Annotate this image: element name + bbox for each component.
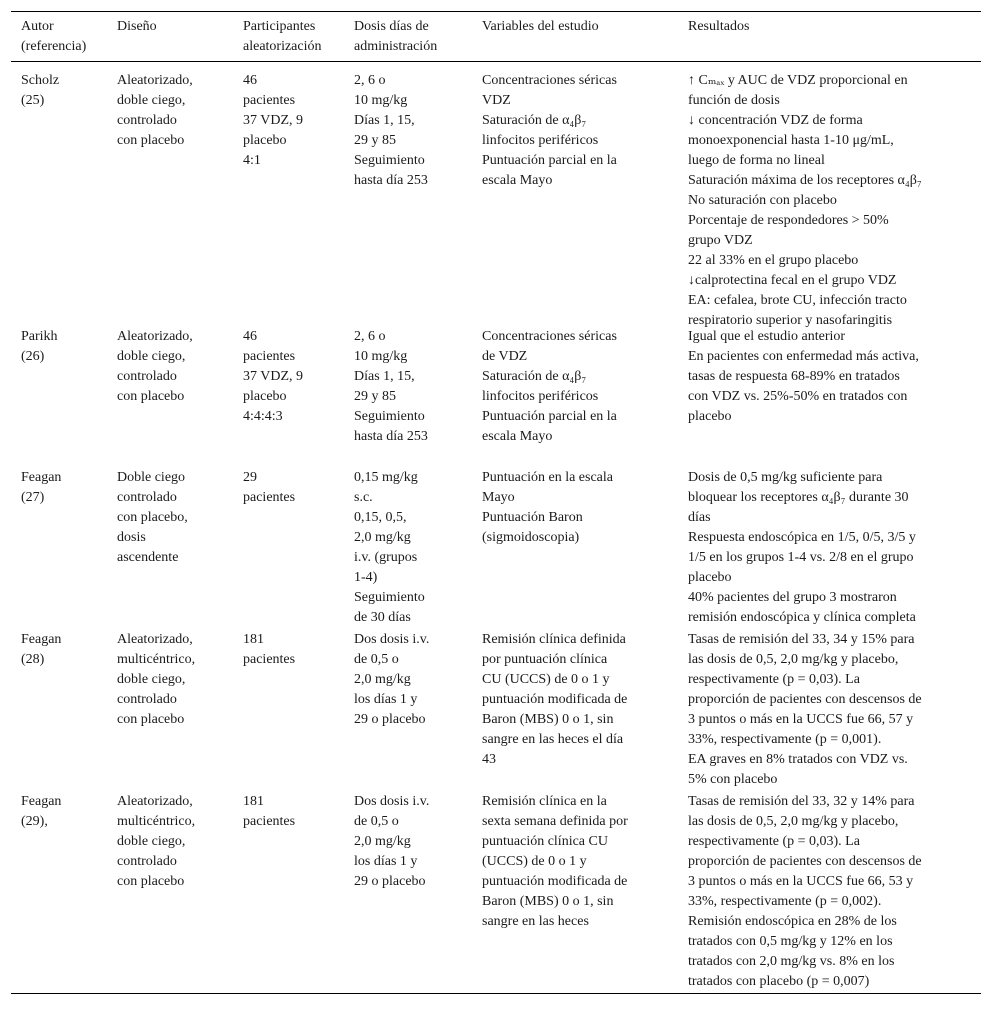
cell-line: 29 y 85 <box>354 389 396 404</box>
cell-line: 4:1 <box>243 153 261 168</box>
cell-line: Remisión endoscópica en 28% de los <box>688 914 897 929</box>
cell-line: 46 <box>243 73 257 88</box>
cell-line: controlado <box>117 369 177 384</box>
cell-line: puntuación clínica CU <box>482 834 608 849</box>
cell-line: administración <box>354 39 438 54</box>
cell-line: (sigmoidoscopia) <box>482 530 580 545</box>
cell-line: Dosis días de <box>354 19 429 34</box>
cell-line: Concentraciones séricas <box>482 329 617 344</box>
cell-line: linfocitos periféricos <box>482 389 599 404</box>
cell-line: escala Mayo <box>482 429 553 444</box>
cell-line: Participantes <box>243 19 316 34</box>
cell-line: Aleatorizado, <box>117 329 193 344</box>
cell-line: 2, 6 o <box>354 73 386 88</box>
cell-line: tratados con placebo (p = 0,007) <box>688 974 870 989</box>
cell-line: ↓calprotectina fecal en el grupo VDZ <box>688 273 897 288</box>
cell-line: placebo <box>688 570 732 585</box>
header-variables <box>472 17 678 61</box>
cell-line: EA graves en 8% tratados con VDZ vs. <box>688 752 908 767</box>
cell-line: Saturación de α₄β₇ <box>482 369 587 384</box>
cell-line: Aleatorizado, <box>117 73 193 88</box>
cell-line: Variables del estudio <box>482 19 599 34</box>
cell-variables <box>472 324 678 465</box>
cell-line: Resultados <box>688 19 750 34</box>
cell-line: Puntuación Baron <box>482 510 583 525</box>
cell-results <box>678 789 922 993</box>
cell-line: Puntuación parcial en la <box>482 409 617 424</box>
cell-line: (referencia) <box>21 39 87 54</box>
cell-line: 2, 6 o <box>354 329 386 344</box>
cell-line: (25) <box>21 93 45 108</box>
cell-design <box>107 62 233 324</box>
cell-author <box>11 324 107 465</box>
cell-line: Parikh <box>21 329 58 344</box>
cell-line: con placebo, <box>117 510 188 525</box>
table-row <box>11 465 981 627</box>
cell-line: Remisión clínica en la <box>482 794 607 809</box>
cell-author <box>11 465 107 627</box>
cell-line: multicéntrico, <box>117 814 196 829</box>
cell-line: 43 <box>482 752 496 767</box>
cell-line: 5% con placebo <box>688 772 778 787</box>
cell-line: 3 puntos o más en la UCCS fue 66, 57 y <box>688 712 914 727</box>
cell-line: controlado <box>117 113 177 128</box>
cell-line: con VDZ vs. 25%-50% en tratados con <box>688 389 908 404</box>
cell-line: 29 y 85 <box>354 133 396 148</box>
cell-line: de 0,5 o <box>354 652 399 667</box>
cell-line: 37 VDZ, 9 <box>243 113 304 128</box>
cell-line: i.v. (grupos <box>354 550 418 565</box>
cell-line: función de dosis <box>688 93 780 108</box>
cell-line: 1/5 en los grupos 1-4 vs. 2/8 en el grupo <box>688 550 914 565</box>
cell-dose <box>344 789 472 993</box>
cell-line: puntuación modificada de <box>482 692 628 707</box>
cell-line: hasta día 253 <box>354 429 428 444</box>
cell-line: 29 <box>243 470 257 485</box>
cell-line: bloquear los receptores α₄β₇ durante 30 <box>688 490 909 505</box>
cell-dose <box>344 465 472 627</box>
cell-line: Feagan <box>21 794 62 809</box>
cell-line: 2,0 mg/kg <box>354 530 411 545</box>
cell-participants <box>233 627 344 789</box>
cell-line: 10 mg/kg <box>354 349 408 364</box>
cell-line: Dos dosis i.v. <box>354 632 430 647</box>
cell-line: Puntuación en la escala <box>482 470 614 485</box>
cell-participants <box>233 465 344 627</box>
cell-line: (UCCS) de 0 o 1 y <box>482 854 587 869</box>
cell-variables <box>472 627 678 789</box>
cell-line: sexta semana definida por <box>482 814 628 829</box>
cell-line: s.c. <box>354 490 373 505</box>
cell-dose <box>344 62 472 324</box>
cell-line: Concentraciones séricas <box>482 73 617 88</box>
cell-line: linfocitos periféricos <box>482 133 599 148</box>
cell-line: pacientes <box>243 814 296 829</box>
cell-line: sangre en las heces el día <box>482 732 624 747</box>
cell-author <box>11 62 107 324</box>
cell-line: pacientes <box>243 349 296 364</box>
cell-line: doble ciego, <box>117 93 186 108</box>
cell-line: 33%, respectivamente (p = 0,001). <box>688 732 882 747</box>
cell-line: tratados con 2,0 mg/kg vs. 8% en los <box>688 954 895 969</box>
cell-line: respectivamente (p = 0,03). La <box>688 834 860 849</box>
cell-line: días <box>688 510 711 525</box>
cell-line: grupo VDZ <box>688 233 753 248</box>
cell-participants <box>233 62 344 324</box>
cell-line: Seguimiento <box>354 153 425 168</box>
cell-line: VDZ <box>482 93 511 108</box>
cell-line: Autor <box>21 19 54 34</box>
cell-line: con placebo <box>117 712 185 727</box>
cell-line: placebo <box>688 409 732 424</box>
cell-line: remisión endoscópica y clínica completa <box>688 610 916 625</box>
cell-line: controlado <box>117 490 177 505</box>
cell-results <box>678 465 916 627</box>
cell-line: Doble ciego <box>117 470 186 485</box>
cell-line: pacientes <box>243 490 296 505</box>
cell-line: Días 1, 15, <box>354 113 415 128</box>
cell-line: ↑ Cₘₐₓ y AUC de VDZ proporcional en <box>688 73 908 88</box>
cell-line: ↓ concentración VDZ de forma <box>688 113 863 128</box>
cell-line: Scholz <box>21 73 60 88</box>
cell-variables <box>472 789 678 993</box>
cell-line: Saturación máxima de los receptores α₄β₇ <box>688 173 922 188</box>
cell-line: tratados con 0,5 mg/kg y 12% en los <box>688 934 893 949</box>
cell-line: En pacientes con enfermedad más activa, <box>688 349 919 364</box>
cell-line: 0,15 mg/kg <box>354 470 418 485</box>
cell-line: sangre en las heces <box>482 914 589 929</box>
cell-line: pacientes <box>243 93 296 108</box>
header-results <box>678 17 881 61</box>
cell-line: Respuesta endoscópica en 1/5, 0/5, 3/5 y <box>688 530 916 545</box>
cell-line: (26) <box>21 349 45 364</box>
cell-line: 33%, respectivamente (p = 0,002). <box>688 894 882 909</box>
cell-author <box>11 627 107 789</box>
clinical-trials-table <box>11 11 981 994</box>
cell-line: controlado <box>117 854 177 869</box>
cell-line: 22 al 33% en el grupo placebo <box>688 253 859 268</box>
cell-line: Puntuación parcial en la <box>482 153 617 168</box>
cell-line: 40% pacientes del grupo 3 mostraron <box>688 590 897 605</box>
cell-line: pacientes <box>243 652 296 667</box>
table-header-row <box>11 12 981 62</box>
header-author <box>11 17 107 61</box>
cell-line: 29 o placebo <box>354 874 426 889</box>
cell-line: proporción de pacientes con descensos de <box>688 854 922 869</box>
cell-line: Baron (MBS) 0 o 1, sin <box>482 712 614 727</box>
cell-design <box>107 465 233 627</box>
cell-line: 29 o placebo <box>354 712 426 727</box>
cell-line: de 0,5 o <box>354 814 399 829</box>
cell-line: Remisión clínica definida <box>482 632 626 647</box>
cell-line: respiratorio superior y nasofaringitis <box>688 313 893 328</box>
cell-line: Saturación de α₄β₇ <box>482 113 587 128</box>
cell-line: doble ciego, <box>117 834 186 849</box>
cell-line: placebo <box>243 133 287 148</box>
cell-line: Aleatorizado, <box>117 632 193 647</box>
cell-line: ascendente <box>117 550 179 565</box>
cell-line: con placebo <box>117 874 185 889</box>
cell-line: puntuación modificada de <box>482 874 628 889</box>
cell-line: 3 puntos o más en la UCCS fue 66, 53 y <box>688 874 914 889</box>
cell-line: Porcentaje de respondedores > 50% <box>688 213 889 228</box>
cell-line: Tasas de remisión del 33, 32 y 14% para <box>688 794 915 809</box>
cell-line: con placebo <box>117 133 185 148</box>
header-participants <box>233 17 344 61</box>
cell-line: Mayo <box>482 490 515 505</box>
cell-line: Días 1, 15, <box>354 369 415 384</box>
cell-line: Seguimiento <box>354 590 425 605</box>
table-row <box>11 324 981 465</box>
cell-line: de VDZ <box>482 349 528 364</box>
cell-line: CU (UCCS) de 0 o 1 y <box>482 672 610 687</box>
cell-line: EA: cefalea, brote CU, infección tracto <box>688 293 907 308</box>
cell-line: (29), <box>21 814 48 829</box>
cell-line: Baron (MBS) 0 o 1, sin <box>482 894 614 909</box>
cell-line: Igual que el estudio anterior <box>688 329 846 344</box>
cell-line: 10 mg/kg <box>354 93 408 108</box>
cell-line: No saturación con placebo <box>688 193 837 208</box>
cell-variables <box>472 62 678 324</box>
cell-line: de 30 días <box>354 610 411 625</box>
cell-line: Dosis de 0,5 mg/kg suficiente para <box>688 470 883 485</box>
cell-line: Diseño <box>117 19 157 34</box>
cell-line: 0,15, 0,5, <box>354 510 407 525</box>
cell-line: Dos dosis i.v. <box>354 794 430 809</box>
header-dose <box>344 17 472 61</box>
cell-line: Tasas de remisión del 33, 34 y 15% para <box>688 632 915 647</box>
cell-line: dosis <box>117 530 146 545</box>
cell-line: 181 <box>243 794 264 809</box>
cell-line: controlado <box>117 692 177 707</box>
table-row <box>11 627 981 789</box>
cell-participants <box>233 324 344 465</box>
cell-line: doble ciego, <box>117 349 186 364</box>
cell-line: con placebo <box>117 389 185 404</box>
cell-line: Aleatorizado, <box>117 794 193 809</box>
cell-line: 46 <box>243 329 257 344</box>
cell-dose <box>344 324 472 465</box>
cell-line: escala Mayo <box>482 173 553 188</box>
cell-line: Seguimiento <box>354 409 425 424</box>
cell-results <box>678 324 919 465</box>
cell-line: monoexponencial hasta 1-10 μg/mL, <box>688 133 894 148</box>
cell-line: hasta día 253 <box>354 173 428 188</box>
cell-line: 37 VDZ, 9 <box>243 369 304 384</box>
cell-line: respectivamente (p = 0,03). La <box>688 672 860 687</box>
cell-design <box>107 324 233 465</box>
header-design <box>107 17 233 61</box>
cell-line: 2,0 mg/kg <box>354 672 411 687</box>
cell-dose <box>344 627 472 789</box>
cell-line: placebo <box>243 389 287 404</box>
cell-design <box>107 627 233 789</box>
cell-design <box>107 789 233 993</box>
cell-line: las dosis de 0,5, 2,0 mg/kg y placebo, <box>688 814 899 829</box>
cell-line: Feagan <box>21 470 62 485</box>
cell-line: las dosis de 0,5, 2,0 mg/kg y placebo, <box>688 652 899 667</box>
cell-author <box>11 789 107 993</box>
cell-line: por puntuación clínica <box>482 652 608 667</box>
table-row <box>11 62 981 328</box>
cell-line: multicéntrico, <box>117 652 196 667</box>
cell-results <box>678 62 922 328</box>
cell-line: tasas de respuesta 68-89% en tratados <box>688 369 900 384</box>
cell-line: doble ciego, <box>117 672 186 687</box>
cell-participants <box>233 789 344 993</box>
cell-line: 2,0 mg/kg <box>354 834 411 849</box>
cell-line: Feagan <box>21 632 62 647</box>
cell-variables <box>472 465 678 627</box>
cell-line: (27) <box>21 490 45 505</box>
cell-line: los días 1 y <box>354 854 418 869</box>
cell-line: aleatorización <box>243 39 322 54</box>
cell-line: luego de forma no lineal <box>688 153 825 168</box>
cell-line: proporción de pacientes con descensos de <box>688 692 922 707</box>
cell-line: 1-4) <box>354 570 378 585</box>
table-row <box>11 789 981 993</box>
cell-line: 4:4:4:3 <box>243 409 283 424</box>
cell-line: los días 1 y <box>354 692 418 707</box>
cell-line: (28) <box>21 652 45 667</box>
cell-results <box>678 627 922 789</box>
cell-line: 181 <box>243 632 264 647</box>
